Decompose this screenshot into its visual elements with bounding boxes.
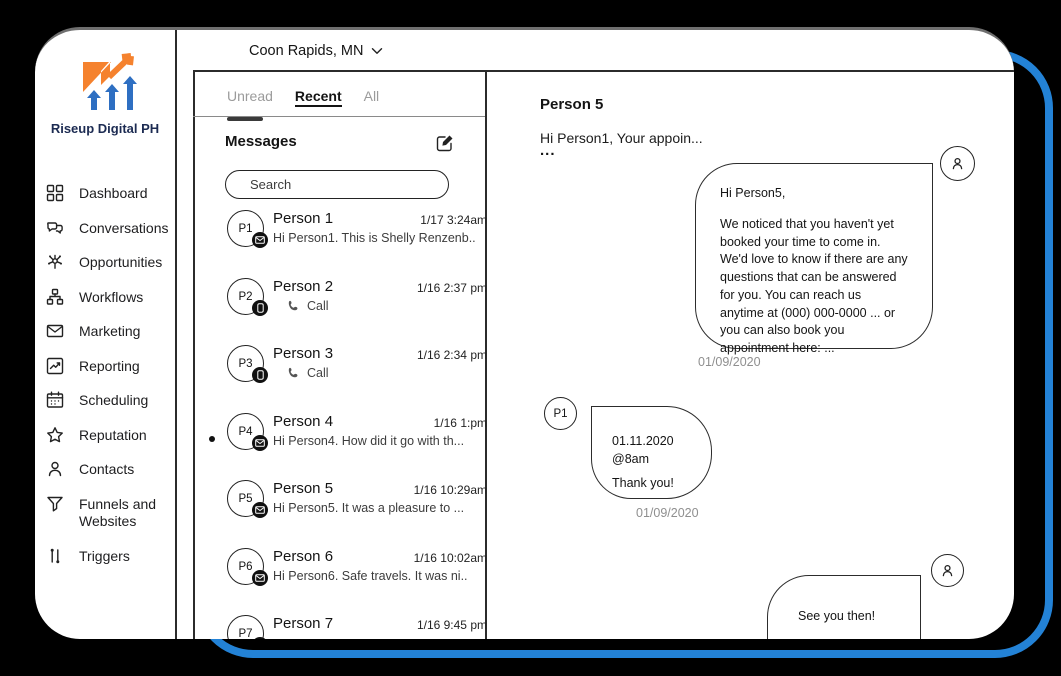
avatar [227,480,264,517]
outgoing-message-bubble [591,406,712,499]
conversation-preview: Hi Person1. This is Shelly Renzenb.. [273,231,476,245]
sidebar-item-marketing[interactable] [46,323,168,340]
brand-logo [35,52,175,136]
avatar [227,278,264,315]
conversation-time: 1/16 1:pm [433,416,487,430]
sidebar-item-label: Funnels and Websites [79,496,157,529]
avatar [227,615,264,639]
tab-recent[interactable]: Recent [295,88,342,107]
opportunities-icon [46,253,64,271]
conversation-name: Person 6 [273,548,334,565]
scheduling-icon [46,391,64,409]
sidebar-item-label: Reputation [79,427,147,443]
message-body: We noticed that you haven't yet booked your time to come in. We'd love to know if there are any questions that can be answered for you. You can reach us anytime at (000) 000-0000 ... or you can also book you appointment here: ... [720,216,908,355]
conversation-name: Person 3 [273,345,334,362]
unread-indicator [209,436,215,442]
sidebar-item-opportunities[interactable] [46,254,168,271]
avatar-initials: P2 [238,290,253,303]
sidebar-item-scheduling[interactable] [46,392,168,409]
sidebar-item-label: Contacts [79,461,135,477]
tab-indicator [227,117,263,121]
reputation-icon [46,426,64,444]
sidebar-item-label: Scheduling [79,392,149,408]
message-date: 01/09/2020 [636,506,699,520]
message-body: See you then! [798,609,876,623]
sidebar-item-label: Reporting [79,358,140,374]
call-label: Call [307,299,329,313]
incoming-message-bubble [695,163,933,355]
riseup-logo-icon [69,52,141,114]
sidebar-item-conversations[interactable] [46,220,168,237]
sidebar-item-funnels-and-websites[interactable] [46,496,168,530]
person-icon [950,156,965,171]
brand-name: Riseup Digital PH [50,121,160,136]
contact-avatar [940,146,975,181]
workflows-icon [46,288,64,306]
avatar-initials: P3 [238,357,253,370]
location-selector[interactable] [249,43,383,59]
conversation-time: 1/16 2:37 pm [416,281,487,295]
avatar-initials: P4 [238,425,253,438]
avatar-initials: P5 [238,492,253,505]
contacts-icon [46,460,64,478]
phone-badge-icon [252,367,268,383]
sidebar-item-label: Workflows [79,289,144,305]
conversation-name: Person 5 [273,480,334,497]
avatar-initials: P6 [238,560,253,573]
sidebar-item-label: Dashboard [79,185,148,201]
sidebar-item-dashboard[interactable] [46,185,168,202]
email-badge-icon [252,232,268,248]
dashboard-icon [46,184,64,202]
conversation-preview: Hi Person5. It was a pleasure to ... [273,501,465,515]
avatar-initials: P7 [238,627,253,639]
conversation-item[interactable] [225,480,487,528]
conversation-preview: Hi Person6. Safe travels. It was ni.. [273,569,468,583]
conversation-time: 1/17 3:24am [420,213,487,227]
avatar [227,413,264,450]
conversation-time: 1/16 10:29am [413,483,487,497]
conversation-name: Person 1 [273,210,334,227]
location-label: Coon Rapids, MN [249,43,364,59]
message-line: 01.11.2020 @8am [612,434,674,466]
sender-avatar [544,397,577,430]
avatar-initials: P1 [553,407,568,420]
email-badge-icon [252,502,268,518]
conversation-item[interactable] [225,345,487,393]
phone-badge-icon [252,300,268,316]
message-greeting: Hi Person5, [720,186,786,200]
incoming-message-bubble [767,575,921,639]
conversation-item[interactable] [225,278,487,326]
conversation-name: Person 4 [273,413,334,430]
call-label: Call [307,366,329,380]
panel-left-border [193,70,195,639]
email-badge-icon [252,435,268,451]
call-icon [287,367,300,380]
compose-icon [435,132,456,153]
app-window [35,27,1014,639]
conversation-preview [287,366,495,380]
conversations-icon [46,219,64,237]
call-icon [287,300,300,313]
panel-top-border [193,70,1014,72]
chat-subject: Hi Person1, Your appoin... [540,130,703,146]
phone-badge-icon [252,637,268,639]
chat-contact-name: Person 5 [540,96,604,113]
conversation-tabs [227,88,379,107]
sidebar-item-label: Marketing [79,323,141,339]
sidebar-item-workflows[interactable] [46,289,168,306]
avatar [227,548,264,585]
conversation-time: 1/16 2:34 pm [416,348,487,362]
email-badge-icon [252,570,268,586]
conversation-item[interactable] [225,413,487,461]
sidebar-item-triggers[interactable] [46,548,168,565]
sidebar-item-reputation[interactable] [46,427,168,444]
conversation-preview [287,299,495,313]
conversation-item[interactable] [225,210,487,258]
conversation-preview: Hi Person4. How did it go with th... [273,434,465,448]
sidebar-item-label: Opportunities [79,254,163,270]
avatar [227,210,264,247]
avatar [227,345,264,382]
conversation-item[interactable] [225,615,487,639]
reporting-icon [46,357,64,375]
chat-subject-more[interactable]: ... [540,142,556,159]
chevron-down-icon [371,47,383,55]
sidebar-item-reporting[interactable] [46,358,168,375]
conversation-item[interactable] [225,548,487,596]
conversation-time: 1/16 10:02am [413,551,487,565]
sidebar-item-label: Conversations [79,220,169,236]
avatar-initials: P1 [238,222,253,235]
search-input[interactable] [225,170,449,199]
sidebar-divider [175,30,177,639]
compose-button[interactable] [435,132,456,158]
triggers-icon [46,547,64,565]
messages-title: Messages [225,133,297,150]
tab-all[interactable]: All [363,88,380,104]
contact-avatar [931,554,964,587]
sidebar-item-contacts[interactable] [46,461,168,478]
sidebar-item-label: Triggers [79,548,130,564]
message-line: Thank you! [612,475,674,490]
funnel-icon [46,495,64,513]
marketing-icon [46,322,64,340]
conversation-name: Person 7 [273,615,334,632]
conversation-time: 1/16 9:45 pm [416,618,487,632]
message-date: 01/09/2020 [698,355,761,369]
person-icon [940,563,955,578]
conversation-name: Person 2 [273,278,334,295]
tab-unread[interactable]: Unread [227,88,273,104]
